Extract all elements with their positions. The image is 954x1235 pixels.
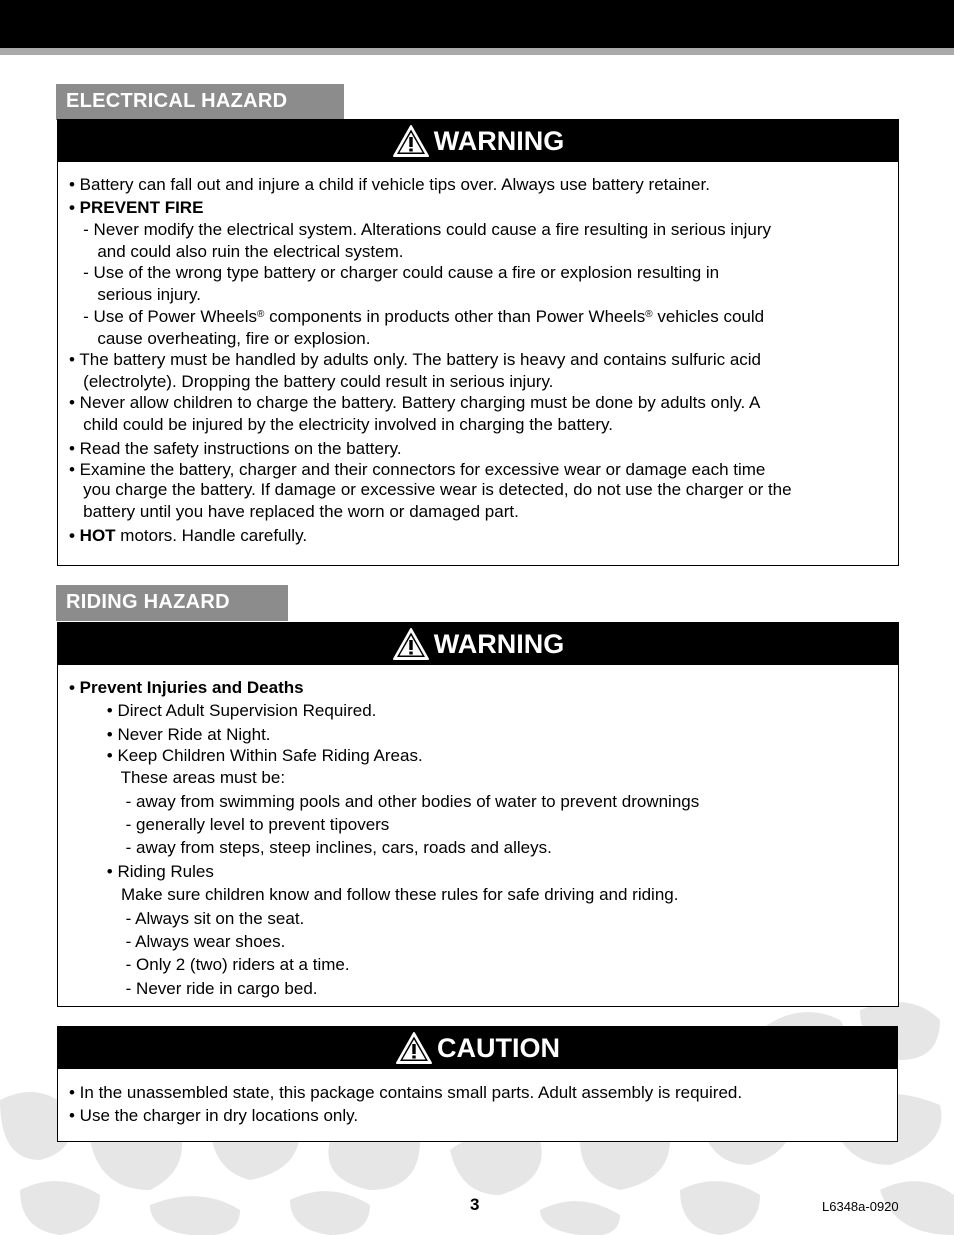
- warning-header-bar: [58, 623, 898, 665]
- text-line: cause overheating, fire or explosion.: [69, 328, 371, 348]
- text-fragment: vehicles could: [652, 306, 765, 326]
- caution-header-text: CAUTION: [437, 1032, 560, 1063]
- electrical-warning-box: [57, 119, 899, 566]
- text-line: • Use the charger in dry locations only.: [69, 1106, 359, 1126]
- warning-header-text: WARNING: [433, 125, 565, 156]
- text-line: [69, 307, 898, 327]
- text-line: These areas must be:: [69, 768, 286, 788]
- hot-label: • HOT: [69, 525, 116, 545]
- text-line: battery until you have replaced the worn or damaged part.: [69, 502, 519, 522]
- text-fragment: components in products other than Power Wheels: [264, 306, 646, 326]
- text-line: you charge the battery. If damage or excessive wear is detected, do not use the charger or the: [69, 480, 792, 500]
- text-line: (electrolyte). Dropping the battery could result in serious injury.: [69, 371, 554, 391]
- text-line: • Direct Adult Supervision Required.: [69, 701, 377, 721]
- text-line: child could be injured by the electricity involved in charging the battery.: [69, 415, 613, 435]
- text-line: and could also ruin the electrical system.: [69, 241, 404, 261]
- text-line: • Examine the battery, charger and their connectors for excessive wear or damage each time: [69, 460, 766, 480]
- warning-triangle-icon: [392, 124, 430, 158]
- electrical-hazard-tab: ELECTRICAL HAZARD: [56, 84, 344, 120]
- caution-text: [58, 1069, 897, 1128]
- electrical-warning-text: [58, 162, 898, 547]
- text-line: • Never Ride at Night.: [69, 724, 271, 744]
- text-line: - Always wear shoes.: [69, 931, 286, 951]
- caution-header-bar: [58, 1027, 897, 1069]
- text-line: - Never modify the electrical system. Alterations could cause a fire resulting in serious injury: [69, 219, 772, 239]
- text-line: • PREVENT FIRE: [69, 198, 204, 218]
- text-line: - generally level to prevent tipovers: [69, 814, 390, 834]
- text-line: • The battery must be handled by adults only. The battery is heavy and contains sulfuric acid: [69, 349, 762, 369]
- text-line: • Prevent Injuries and Deaths: [69, 678, 304, 697]
- riding-warning-text: [58, 665, 898, 1000]
- text-line: • Riding Rules: [69, 861, 214, 881]
- text-line: serious injury.: [69, 285, 201, 305]
- text-line: - Only 2 (two) riders at a time.: [69, 955, 350, 975]
- text-line: • Read the safety instructions on the battery.: [69, 438, 402, 458]
- registered-mark: ®: [257, 308, 265, 320]
- warning-header-bar: [58, 120, 898, 162]
- warning-triangle-icon: [395, 1031, 433, 1065]
- text-line: - away from steps, steep inclines, cars, roads and alleys.: [69, 838, 552, 858]
- text-line: • In the unassembled state, this package contains small parts. Adult assembly is required.: [69, 1083, 743, 1102]
- text-fragment: motors. Handle carefully.: [115, 525, 308, 545]
- riding-hazard-tab: RIDING HAZARD: [56, 585, 288, 621]
- text-line: • Never allow children to charge the battery. Battery charging must be done by adults only. A: [69, 393, 761, 413]
- text-line: Make sure children know and follow these rules for safe driving and riding.: [69, 885, 679, 905]
- warning-header-text: WARNING: [433, 628, 565, 659]
- text-fragment: - Use of Power Wheels: [69, 306, 258, 326]
- page-number: 3: [470, 1195, 480, 1214]
- text-line: • Keep Children Within Safe Riding Areas.: [69, 746, 423, 766]
- caution-box: [57, 1026, 898, 1142]
- text-line: • Battery can fall out and injure a child if vehicle tips over. Always use battery retainer.: [69, 175, 710, 194]
- warning-triangle-icon: [392, 627, 430, 661]
- text-line: - Never ride in cargo bed.: [69, 978, 318, 998]
- text-line: [69, 524, 898, 547]
- top-black-bar: [0, 0, 954, 48]
- riding-warning-box: [57, 622, 899, 1007]
- text-line: - away from swimming pools and other bodies of water to prevent drownings: [69, 791, 700, 811]
- registered-mark: ®: [645, 308, 653, 320]
- document-code: L6348a-0920: [822, 1199, 899, 1214]
- text-line: - Always sit on the seat.: [69, 908, 305, 928]
- top-gray-rule: [0, 48, 954, 55]
- text-line: - Use of the wrong type battery or charger could cause a fire or explosion resulting in: [69, 263, 720, 283]
